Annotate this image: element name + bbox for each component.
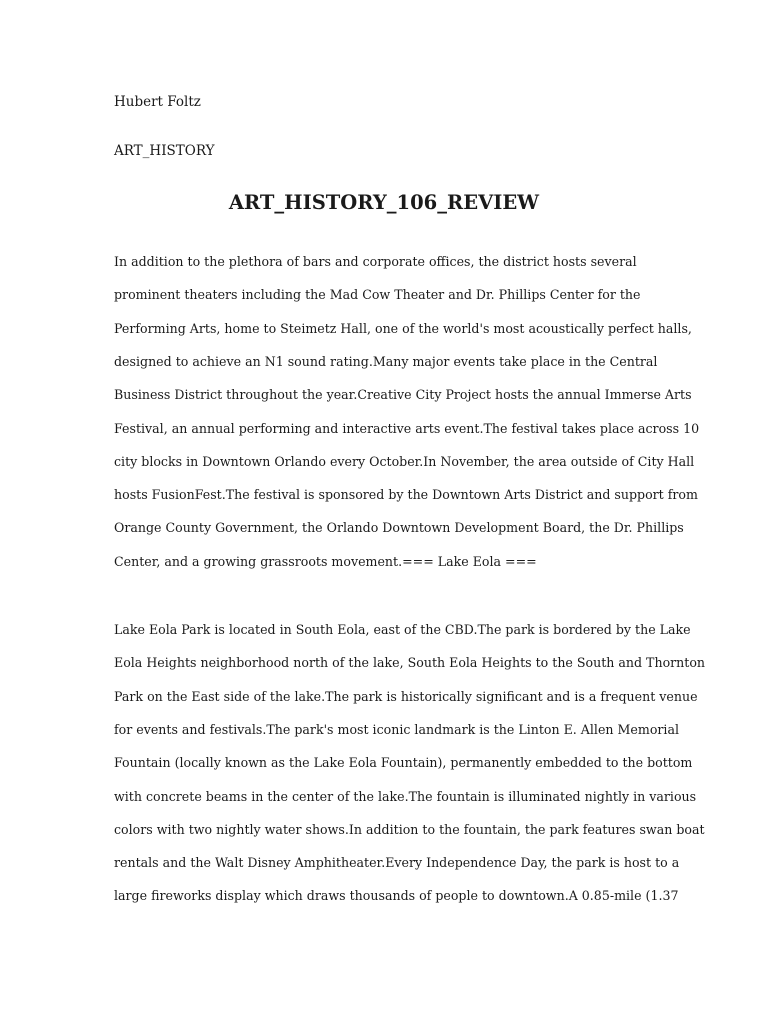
paragraph-line: colors with two nightly water shows.In addition to the fountain, the park features swan boat <box>114 821 705 837</box>
paragraph-line: city blocks in Downtown Orlando every October.In November, the area outside of City Hall <box>114 453 695 469</box>
paragraph-line: Festival, an annual performing and interactive arts event.The festival takes place across 10 <box>114 420 700 436</box>
paragraph-line: with concrete beams in the center of the lake.The fountain is illuminated nightly in various <box>114 788 697 804</box>
paragraph-line: Park on the East side of the lake.The park is historically significant and is a frequent venue <box>114 688 698 704</box>
paragraph-line: Orange County Government, the Orlando Downtown Development Board, the Dr. Phillips <box>114 520 684 536</box>
paragraph-line: for events and festivals.The park's most iconic landmark is the Linton E. Allen Memorial <box>114 721 679 737</box>
paragraph-line: Center, and a growing grassroots movement.=== Lake Eola === <box>114 553 537 569</box>
paragraph-line: In addition to the plethora of bars and corporate offices, the district hosts several <box>114 254 637 269</box>
paragraph-line: Eola Heights neighborhood north of the lake, South Eola Heights to the South and Thornton <box>114 655 706 671</box>
paragraph-line: rentals and the Walt Disney Amphitheater.Every Independence Day, the park is host to a <box>114 855 680 871</box>
paragraph-line: Fountain (locally known as the Lake Eola Fountain), permanently embedded to the bottom <box>114 755 693 771</box>
paragraph-line: prominent theaters including the Mad Cow Theater and Dr. Phillips Center for the <box>114 287 641 303</box>
paragraph-line: hosts FusionFest.The festival is sponsored by the Downtown Arts District and support from <box>114 487 698 503</box>
document-title: ART_HISTORY_106_REVIEW <box>228 191 540 214</box>
paragraph-line: Business District throughout the year.Creative City Project hosts the annual Immerse Arts <box>114 387 692 403</box>
paragraph-line: Lake Eola Park is located in South Eola, east of the CBD.The park is bordered by the Lake <box>114 622 691 637</box>
paragraph-line: Performing Arts, home to Steimetz Hall, one of the world's most acoustically perfect halls, <box>114 320 692 336</box>
paragraph-line: designed to achieve an N1 sound rating.Many major events take place in the Central <box>114 353 658 369</box>
author-name: Hubert Foltz <box>114 94 201 110</box>
paragraph-line: large fireworks display which draws thousands of people to downtown.A 0.85-mile (1.37 <box>114 888 679 904</box>
course-name: ART_HISTORY <box>114 143 215 159</box>
